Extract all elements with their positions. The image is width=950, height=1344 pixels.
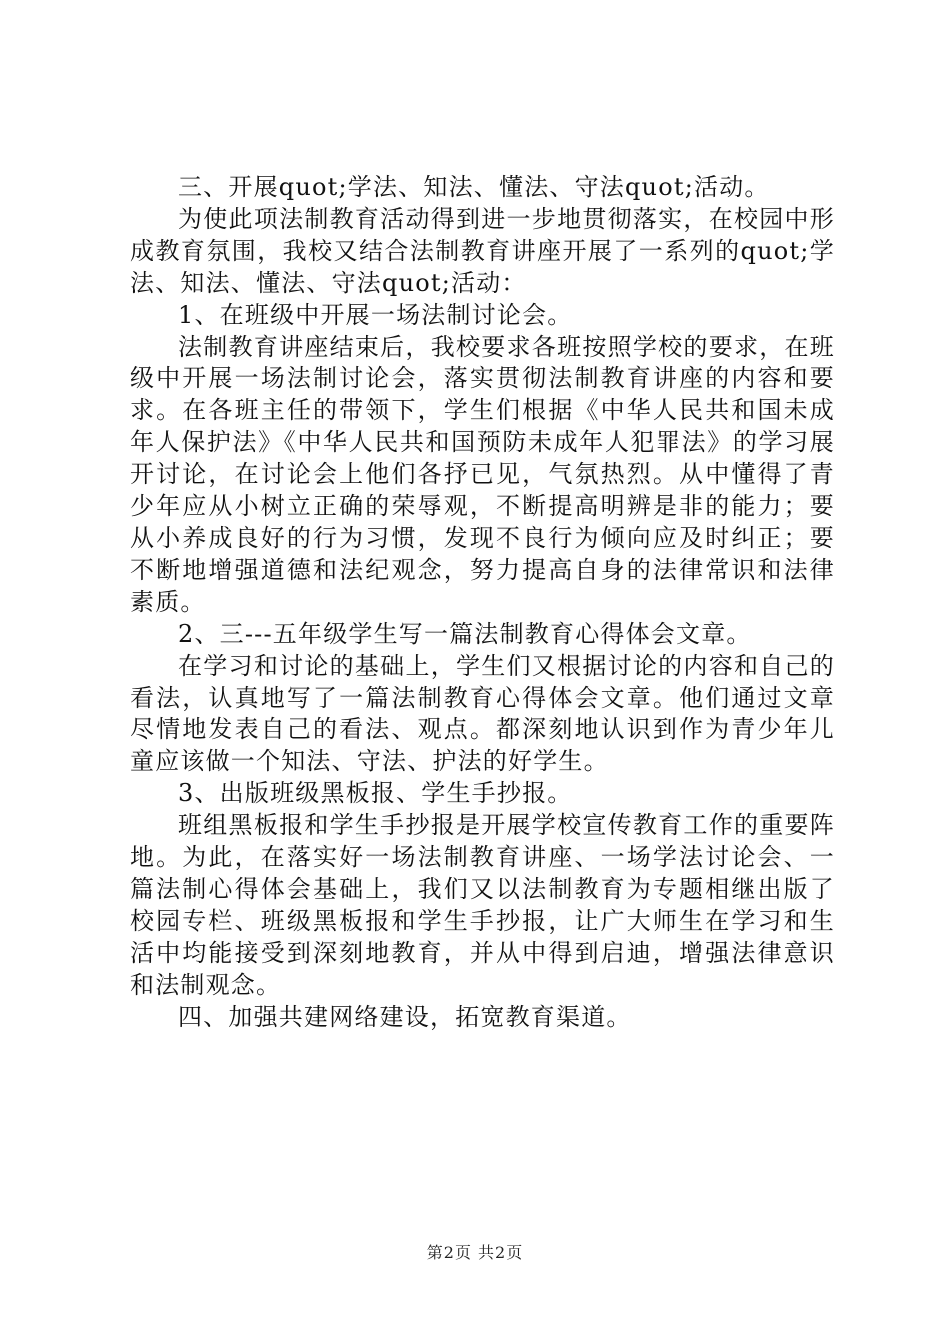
subheading-1: 1、在班级中开展一场法制讨论会。	[178, 300, 573, 329]
section-heading-3: 三、开展quot;学法、知法、懂法、守法quot;活动。	[178, 173, 770, 201]
subheading-2: 2、三---五年级学生写一篇法制教育心得体会文章。	[178, 619, 752, 648]
paragraph-intro: 为使此项法制教育活动得到进一步地贯彻落实，在校园中形成教育氛围，我校又结合法制教育讲座开展了一系列的quot;学法、知法、懂法、守法quot;活动：	[130, 204, 835, 297]
section-heading-4: 四、加强共建网络建设，拓宽教育渠道。	[178, 1002, 632, 1031]
paragraph-blackboard: 班组黑板报和学生手抄报是开展学校宣传教育工作的重要阵地。为此，在落实好一场法制教育讲座、一场学法讨论会、一篇法制心得体会基础上，我们又以法制教育为专题相继出版了校园专栏、班级黑板报和学生手抄报，让广大师生在学习和生活中均能接受到深刻地教育，并从中得到启迪，增强法律意识和法制观念。	[130, 811, 835, 999]
subheading-3: 3、出版班级黑板报、学生手抄报。	[178, 779, 573, 808]
paragraph-essay: 在学习和讨论的基础上，学生们又根据讨论的内容和自己的看法，认真地写了一篇法制教育心得体会文章。他们通过文章尽情地发表自己的看法、观点。都深刻地认识到作为青少年儿童应该做一个知法、守法、护法的好学生。	[130, 651, 835, 776]
page-number-footer: 第2页 共2页	[426, 1243, 524, 1262]
paragraph-discussion: 法制教育讲座结束后，我校要求各班按照学校的要求，在班级中开展一场法制讨论会，落实贯彻法制教育讲座的内容和要求。在各班主任的带领下，学生们根据《中华人民共和国未成年人保护法》《中华人民共和国预防未成年人犯罪法》的学习展开讨论，在讨论会上他们各抒已见，气氛热烈。从中懂得了青少年应从小树立正确的荣辱观，不断提高明辨是非的能力；要从小养成良好的行为习惯，发现不良行为倾向应及时纠正；要不断地增强道德和法纪观念，努力提高自身的法律常识和法律素质。	[130, 332, 835, 616]
document-body	[130, 172, 835, 1033]
